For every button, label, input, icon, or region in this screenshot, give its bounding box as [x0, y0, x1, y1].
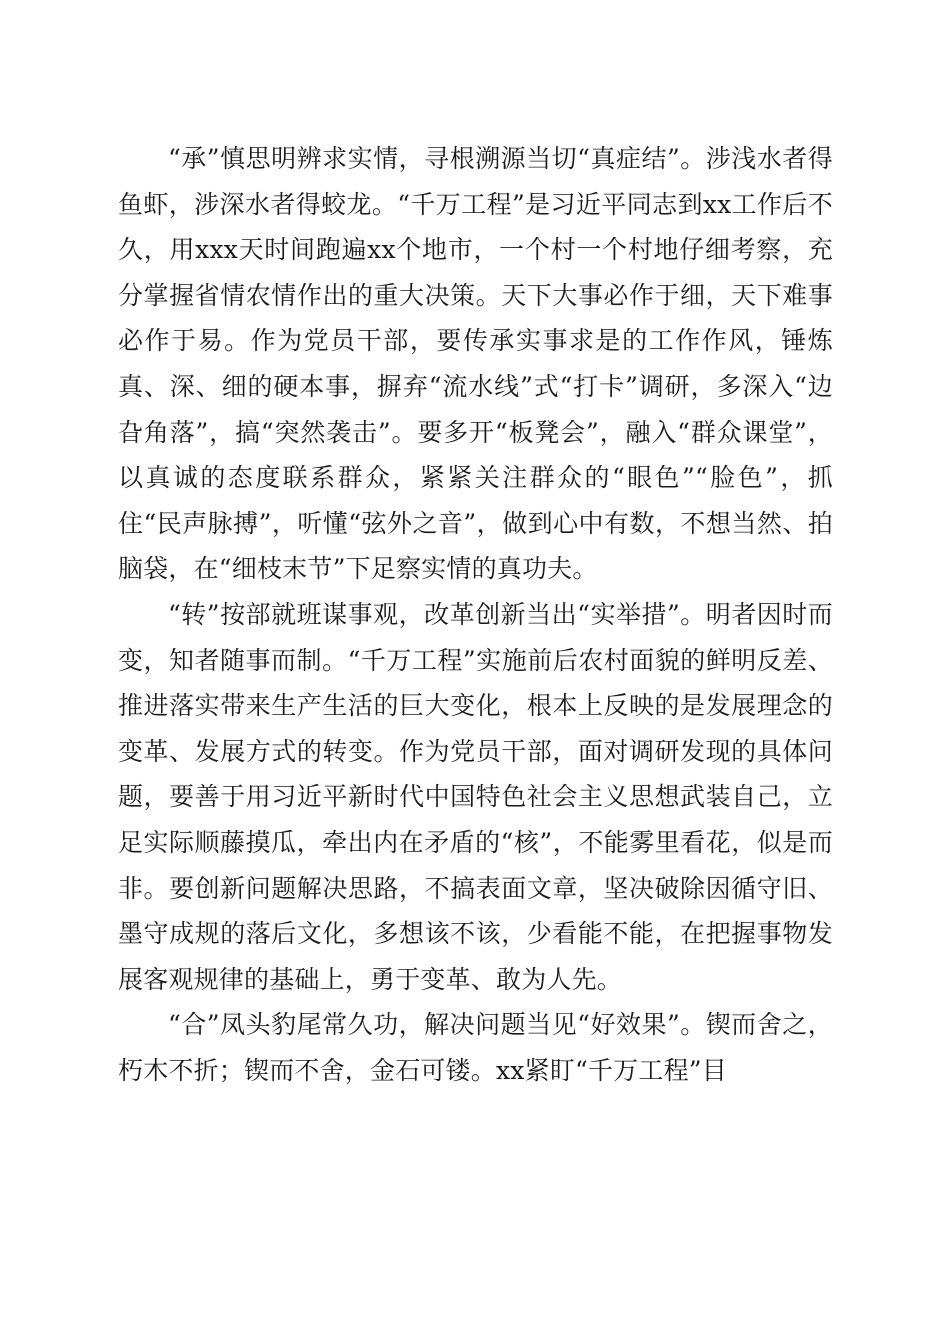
- paragraph-cheng: “承”慎思明辨求实情，寻根溯源当切“真症结”。涉浅水者得鱼虾，涉深水者得蛟龙。“千万工程”是习近平同志到xx工作后不久，用xxx天时间跑遍xx个地市，一个村一个村地仔细考察，充分掌握省情农情作出的重大决策。天下大事必作于细，天下难事必作于易。作为党员干部，要传承实事求是的工作作风，锤炼真、深、细的硬本事，摒弃“流水线”式“打卡”调研，多深入“边旮角落”，搞“突然袭击”。要多开“板凳会”，融入“群众课堂”，以真诚的态度联系群众，紧紧关注群众的“眼色”“脸色”，抓住“民声脉搏”，听懂“弦外之音”，做到心中有数，不想当然、拍脑袋，在“细枝末节”下足察实情的真功夫。: [118, 144, 833, 584]
- paragraph-he: “合”凤头豹尾常久功，解决问题当见“好效果”。锲而舍之，朽木不折；锲而不舍，金石可镂。xx紧盯“千万工程”目: [118, 1010, 833, 1085]
- document-body: [118, 136, 833, 1093]
- paragraph-zhuan: “转”按部就班谋事观，改革创新当出“实举措”。明者因时而变，知者随事而制。“千万工程”实施前后农村面貌的鲜明反差、推进落实带来生产生活的巨大变化，根本上反映的是发展理念的变革、发展方式的转变。作为党员干部，面对调研发现的具体问题，要善于用习近平新时代中国特色社会主义思想武装自己，立足实际顺藤摸瓜，牵出内在矛盾的“核”，不能雾里看花，似是而非。要创新问题解决思路，不搞表面文章，坚决破除因循守旧、墨守成规的落后文化，多想该不该，少看能不能，在把握事物发展客观规律的基础上，勇于变革、敢为人先。: [118, 599, 833, 994]
